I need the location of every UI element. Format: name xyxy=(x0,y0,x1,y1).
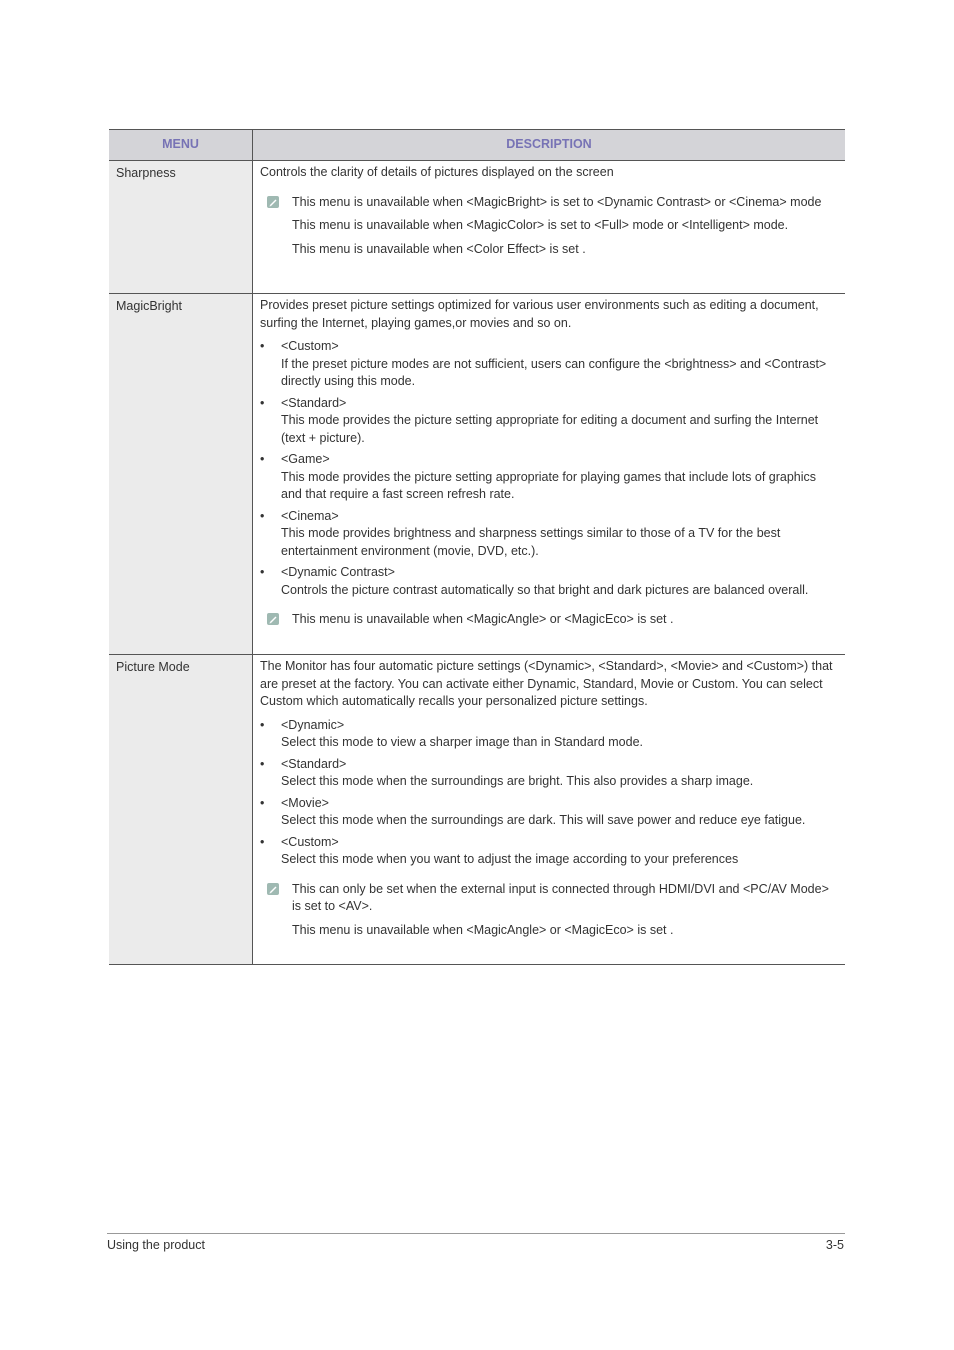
footer-divider xyxy=(107,1233,845,1234)
note-item xyxy=(260,922,839,940)
option-item xyxy=(260,756,839,791)
note-block xyxy=(260,194,839,259)
bullet: • xyxy=(260,565,265,579)
option-description: Controls the picture contrast automatically so that bright and dark pictures are balanced overall. xyxy=(281,582,809,597)
note-icon xyxy=(267,883,279,895)
option-list xyxy=(260,717,839,869)
option-item xyxy=(260,395,839,448)
bullet: • xyxy=(260,717,265,732)
bullet: • xyxy=(260,395,265,410)
note-block xyxy=(260,611,839,629)
menu-cell: Picture Mode xyxy=(109,655,253,965)
note-item xyxy=(260,217,839,235)
note-text: This menu is unavailable when <MagicAngle> or <MagicEco> is set . xyxy=(292,612,674,626)
option-name: <Dynamic> xyxy=(281,717,345,732)
table-row xyxy=(109,655,845,965)
option-description: Select this mode when the surroundings are dark. This will save power and reduce eye fatigue. xyxy=(281,813,806,827)
option-description: Select this mode when the surroundings are bright. This also provides a sharp image. xyxy=(281,774,754,788)
description-intro: Controls the clarity of details of pictures displayed on the screen xyxy=(260,165,614,179)
footer-page-number: 3-5 xyxy=(825,1238,844,1252)
note-icon xyxy=(267,196,279,208)
description-intro: The Monitor has four automatic picture settings (<Dynamic>, <Standard>, <Movie> and <Custom>) that are preset at the factory. You can activate either Dynamic, Standard, Movie or Custom. You can select Custom which automatically recalls your personalized picture settings. xyxy=(260,659,833,708)
footer-section-title: Using the product xyxy=(107,1238,205,1252)
bullet: • xyxy=(260,339,265,353)
option-name: <Standard> xyxy=(281,756,347,771)
note-item xyxy=(260,241,839,259)
note-text: This menu is unavailable when <MagicBright> is set to <Dynamic Contrast> or <Cinema> mode xyxy=(292,194,822,209)
option-description: This mode provides brightness and sharpness settings similar to those of a TV for the best entertainment environment (movie, DVD, etc.). xyxy=(281,526,781,558)
description-intro: Provides preset picture settings optimized for various user environments such as editing a document, surfing the Internet, playing games,or movies and so on. xyxy=(260,298,819,330)
note-item xyxy=(260,194,839,212)
description-cell xyxy=(253,294,846,655)
bullet: • xyxy=(260,834,265,849)
description-column-header: DESCRIPTION xyxy=(253,130,846,161)
note-text: This menu is unavailable when <MagicColor> is set to <Full> mode or <Intelligent> mode. xyxy=(292,218,789,232)
option-name: <Cinema> xyxy=(281,508,339,523)
option-description: Select this mode when you want to adjust the image according to your preferences xyxy=(281,852,739,866)
option-list xyxy=(260,338,839,599)
option-description: Select this mode to view a sharper image than in Standard mode. xyxy=(281,735,644,749)
description-cell xyxy=(253,655,846,965)
option-item xyxy=(260,717,839,752)
bullet: • xyxy=(260,508,265,523)
bullet: • xyxy=(260,756,265,771)
option-item xyxy=(260,508,839,561)
description-cell xyxy=(253,161,846,294)
option-item xyxy=(260,451,839,504)
menu-column-header: MENU xyxy=(109,130,253,161)
note-item xyxy=(260,881,839,916)
note-block xyxy=(260,881,839,940)
option-name: <Movie> xyxy=(281,795,329,810)
option-item xyxy=(260,338,839,391)
note-item xyxy=(260,611,839,629)
option-name: <Standard> xyxy=(281,395,347,410)
table-header-row xyxy=(109,130,845,161)
option-name: <Dynamic Contrast> xyxy=(281,565,395,579)
note-icon xyxy=(267,613,279,625)
menu-cell: MagicBright xyxy=(109,294,253,655)
note-text: This can only be set when the external input is connected through HDMI/DVI and <PC/AV Mode> is set to <AV>. xyxy=(292,881,829,913)
option-item xyxy=(260,795,839,830)
table-row xyxy=(109,294,845,655)
note-text: This menu is unavailable when <MagicAngle> or <MagicEco> is set . xyxy=(292,922,674,937)
option-description: If the preset picture modes are not sufficient, users can configure the <brightness> and <Contrast> directly using this mode. xyxy=(281,356,827,388)
option-name: <Custom> xyxy=(281,339,339,353)
menu-description-table xyxy=(109,129,845,965)
table-body xyxy=(109,161,845,965)
option-name: <Custom> xyxy=(281,834,339,849)
note-text: This menu is unavailable when <Color Effect> is set . xyxy=(292,241,586,256)
option-description: This mode provides the picture setting appropriate for playing games that include lots of graphics and that require a fast screen refresh rate. xyxy=(281,469,817,501)
option-description: This mode provides the picture setting appropriate for editing a document and surfing the Internet (text + picture). xyxy=(281,413,819,445)
option-item xyxy=(260,834,839,869)
menu-cell: Sharpness xyxy=(109,161,253,294)
option-name: <Game> xyxy=(281,452,330,466)
table-row xyxy=(109,161,845,294)
option-item xyxy=(260,564,839,599)
bullet: • xyxy=(260,452,265,466)
bullet: • xyxy=(260,795,265,810)
